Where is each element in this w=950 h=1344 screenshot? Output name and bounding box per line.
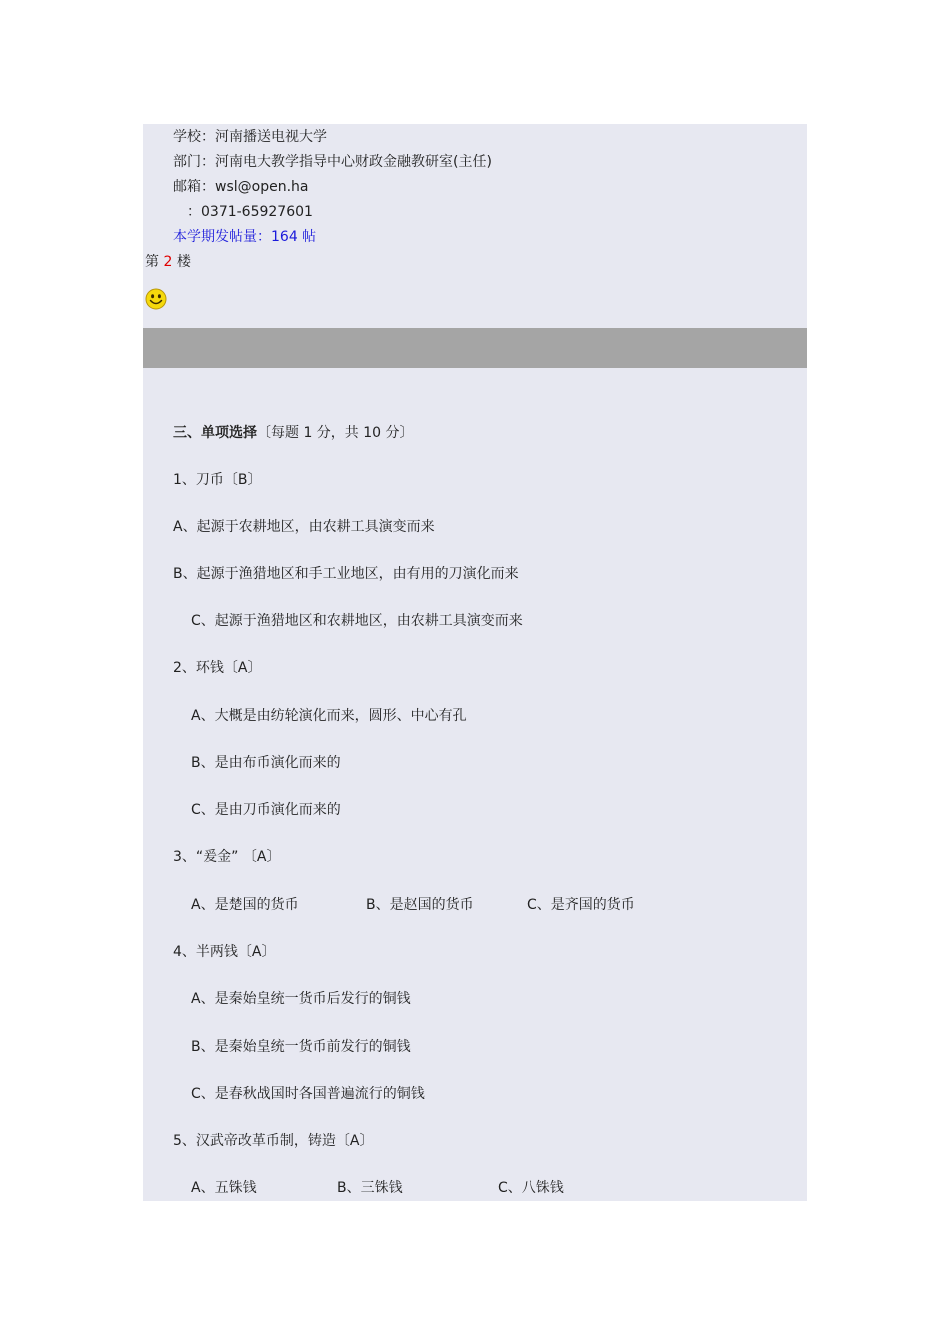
question-1-option-c: C、起源于渔猎地区和农耕地区，由农耕工具演变而来 xyxy=(191,613,523,629)
floor-suffix: 楼 xyxy=(172,254,191,270)
section-note: 〔每题 1 分，共 10 分〕 xyxy=(257,425,414,441)
question-4-option-a: A、是秦始皇统一货币后发行的铜钱 xyxy=(191,991,411,1007)
question-5-option-b: B、三铢钱 xyxy=(337,1180,403,1196)
section-title xyxy=(173,423,414,443)
profile-phone: ：0371-65927601 xyxy=(187,204,313,220)
profile-department: 部门：河南电大教学指导中心财政金融教研室(主任) xyxy=(173,154,492,170)
question-3-option-c: C、是齐国的货币 xyxy=(527,897,635,913)
question-3-option-a: A、是楚国的货币 xyxy=(191,897,299,913)
question-1-option-b: B、起源于渔猎地区和手工业地区，由有用的刀演化而来 xyxy=(173,566,519,582)
question-5: 5、汉武帝改革币制，铸造〔A〕 xyxy=(173,1133,374,1149)
post-divider-bar xyxy=(143,328,807,368)
question-1: 1、刀币〔B〕 xyxy=(173,472,262,488)
question-2-option-a: A、大概是由纺轮演化而来，圆形、中心有孔 xyxy=(191,708,467,724)
post-content-panel xyxy=(143,368,807,1201)
question-2: 2、环钱〔A〕 xyxy=(173,660,262,676)
section-title-text: 三、单项选择 xyxy=(173,425,257,441)
question-2-option-c: C、是由刀币演化而来的 xyxy=(191,802,341,818)
question-5-option-c: C、八铢钱 xyxy=(498,1180,564,1196)
floor-number: 2 xyxy=(163,254,173,270)
question-1-option-a: A、起源于农耕地区，由农耕工具演变而来 xyxy=(173,519,435,535)
profile-post-count[interactable]: 本学期发帖量：164 帖 xyxy=(173,229,317,245)
floor-label xyxy=(145,252,191,272)
floor-prefix: 第 xyxy=(145,254,164,270)
question-5-option-a: A、五铢钱 xyxy=(191,1180,257,1196)
profile-email: 邮箱：wsl@open.ha xyxy=(173,179,309,195)
question-4: 4、半两钱〔A〕 xyxy=(173,944,276,960)
question-3: 3、“爰金” 〔A〕 xyxy=(173,849,281,865)
question-2-option-b: B、是由布币演化而来的 xyxy=(191,755,341,771)
profile-school: 学校：河南播送电视大学 xyxy=(173,129,327,145)
question-3-option-b: B、是赵国的货币 xyxy=(366,897,474,913)
question-4-option-c: C、是春秋战国时各国普遍流行的铜钱 xyxy=(191,1086,425,1102)
smiley-face-icon xyxy=(145,288,167,310)
question-4-option-b: B、是秦始皇统一货币前发行的铜钱 xyxy=(191,1039,411,1055)
